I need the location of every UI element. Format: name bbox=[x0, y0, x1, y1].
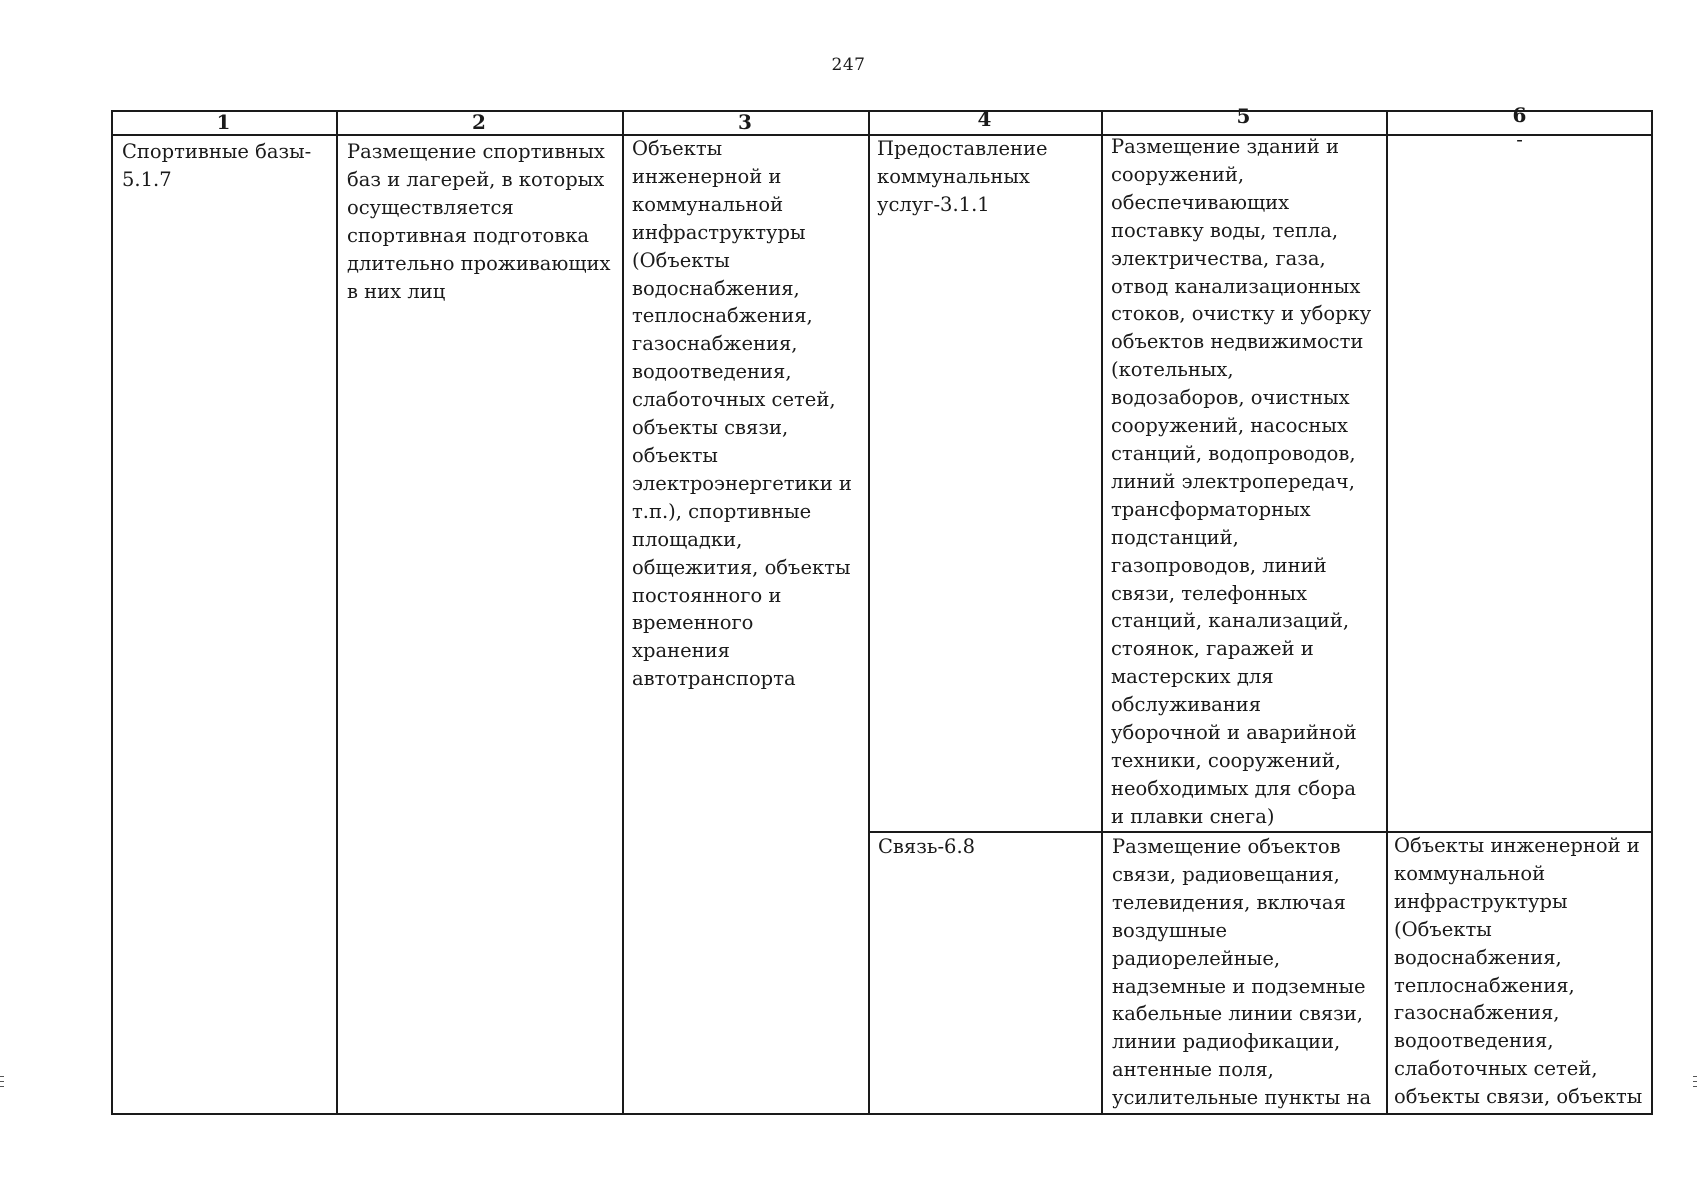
column-header-1: 1 bbox=[216, 110, 231, 134]
scan-mark-left bbox=[0, 1081, 4, 1082]
column-divider-1 bbox=[336, 110, 338, 1114]
column-header-5: 5 bbox=[1236, 104, 1251, 128]
scan-mark-left bbox=[0, 1076, 4, 1077]
page-number: 247 bbox=[831, 55, 866, 75]
cell-auxiliary-type-2: Связь-6.8 bbox=[878, 835, 976, 858]
column-divider-4 bbox=[1101, 110, 1103, 1114]
column-header-4: 4 bbox=[977, 107, 992, 131]
table-left-border bbox=[111, 110, 113, 1114]
cell-auxiliary-description-2: Размещение объектов связи, радиовещания, телевидения, включая воздушные радиорелейные, надземные и подземные кабельные линии связи, линии радиофикации, антенные поля, усилительные пункты на bbox=[1112, 835, 1372, 1110]
column-header-3: 3 bbox=[738, 110, 752, 134]
scan-mark-right bbox=[1693, 1086, 1697, 1087]
scan-mark-right bbox=[1693, 1076, 1697, 1077]
scan-mark-left bbox=[0, 1086, 4, 1087]
column-divider-5 bbox=[1386, 110, 1388, 1114]
cell-permitted-objects: Объекты инженерной и коммунальной инфраструктуры (Объекты водоснабжения, теплоснабжения, газоснабжения, водоотведения, слаботочных сетей, объекты связи, объекты электроэнергетики и т.п.), спортивные площадки, общежития, объекты постоянного и временного хранения автотранспорта bbox=[632, 137, 852, 691]
cell-land-use-type: Спортивные базы- 5.1.7 bbox=[122, 140, 312, 191]
cell-auxiliary-description-1: Размещение зданий и сооружений, обеспечивающих поставку воды, тепла, электричества, газа, отвод канализационных стоков, очистку и уборку объектов недвижимости (котельных, водозаборов, очистных сооружений, насосных станций, водопроводов, линий электропередач, трансформаторных подстанций, газопроводов, линий связи, телефонных станций, канализаций, стоянок, гаражей и мастерских для обслуживания уборочной и аварийной техники, сооружений, необходимых для сбора и плавки снега) bbox=[1111, 135, 1372, 828]
land-use-table bbox=[111, 98, 1653, 1115]
cell-auxiliary-objects-1: - bbox=[1516, 128, 1523, 151]
cell-auxiliary-objects-2: Объекты инженерной и коммунальной инфраструктуры (Объекты водоснабжения, теплоснабжения, газоснабжения, водоотведения, слаботочных сетей, объекты связи, объекты bbox=[1394, 834, 1643, 1109]
scan-mark-right bbox=[1693, 1081, 1697, 1082]
cell-auxiliary-type-1: Предоставление коммунальных услуг-3.1.1 bbox=[877, 137, 1048, 216]
cell-land-use-description: Размещение спортивных баз и лагерей, в которых осуществляется спортивная подготовка длительно проживающих в них лиц bbox=[347, 140, 611, 303]
column-divider-2 bbox=[622, 110, 624, 1114]
table-bottom-border bbox=[111, 1113, 1653, 1115]
column-header-6: 6 bbox=[1512, 103, 1527, 127]
column-header-2: 2 bbox=[472, 110, 486, 134]
column-divider-3 bbox=[868, 110, 870, 1114]
